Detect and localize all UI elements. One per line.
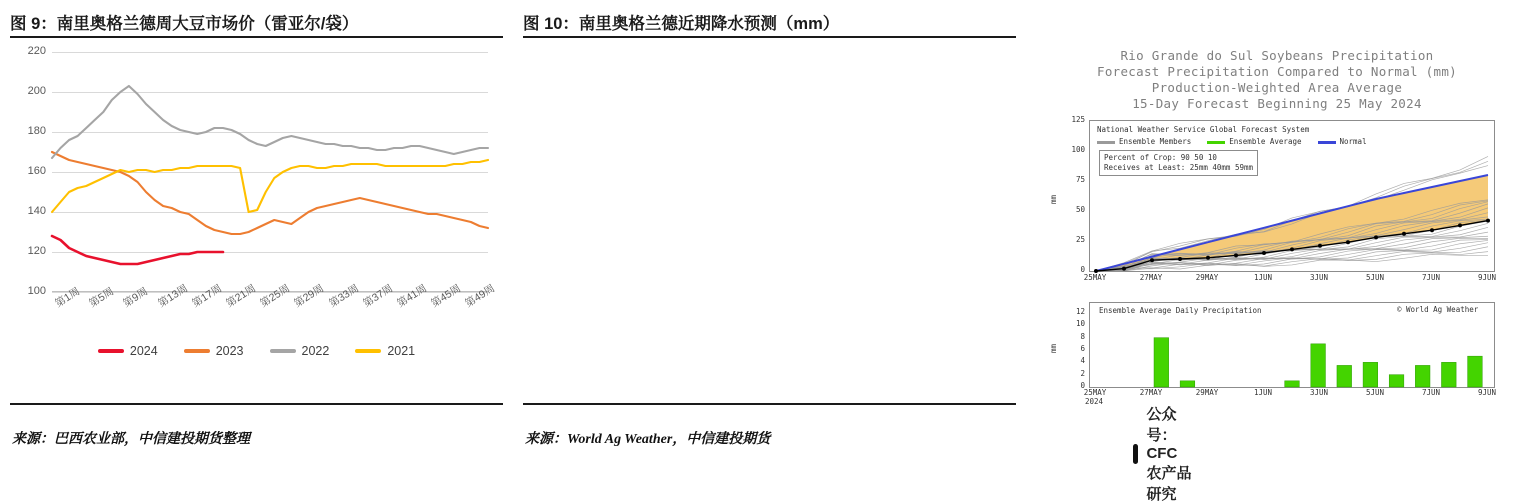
y-axis-tick-label: 160 (27, 165, 46, 177)
top-panel-y-tick: 100 (1071, 145, 1085, 154)
legend-color-swatch (270, 349, 296, 353)
x-axis-tick-label: 第1周 (53, 285, 83, 310)
ensemble-average-marker (1346, 240, 1350, 244)
top-panel-y-tick: 125 (1071, 115, 1085, 124)
x-axis-tick-label: 第41周 (395, 282, 430, 310)
watermark (1133, 403, 1192, 504)
daily-precip-bar (1389, 375, 1404, 387)
bottom-panel-y-axis-label: mm (1049, 343, 1059, 354)
x-axis-tick-label: 第25周 (258, 282, 293, 310)
x-axis-tick-label: 第17周 (189, 282, 224, 310)
left-chart-legend (8, 344, 505, 358)
watermark-logo-icon (1133, 444, 1138, 464)
model-note: National Weather Service Global Forecast System (1093, 123, 1313, 137)
weather-legend-item (1207, 137, 1301, 147)
left-bottom-rule (10, 403, 503, 405)
daily-precip-bar (1415, 365, 1430, 387)
chart-credit: © World Ag Weather (1397, 305, 1479, 314)
bottom-panel-x-tick: 7JUN (1421, 388, 1441, 397)
bottom-panel-x-tick: 9JUN (1477, 388, 1497, 397)
daily-precip-bar (1311, 344, 1326, 387)
right-source-note: 来源：World Ag Weather，中信建投期货 (525, 432, 771, 447)
ensemble-average-marker (1290, 247, 1294, 251)
bottom-panel-x-tick: 27MAY (1139, 388, 1163, 397)
daily-precip-bar (1154, 338, 1169, 387)
x-axis-tick-label: 第13周 (155, 282, 190, 310)
bottom-panel-y-tick: 2 (1080, 368, 1085, 378)
ensemble-average-marker (1430, 228, 1434, 232)
top-panel-x-tick: 3JUN (1309, 273, 1329, 282)
legend-label: 2024 (129, 344, 158, 358)
top-panel-y-tick: 50 (1075, 205, 1085, 214)
top-panel-y-tick: 75 (1075, 175, 1085, 184)
weather-legend-label: Ensemble Average (1229, 137, 1302, 146)
legend-item (270, 344, 330, 358)
bottom-panel-x-tick: 29MAY (1195, 388, 1219, 397)
x-axis-tick-label: 第9周 (121, 285, 151, 310)
legend-label: 2022 (301, 344, 330, 358)
ensemble-average-marker (1458, 223, 1462, 227)
ensemble-average-marker (1178, 257, 1182, 261)
weather-legend-swatch (1097, 141, 1115, 144)
x-axis-tick-label: 第37周 (360, 282, 395, 310)
top-panel-y-axis-label: mm (1049, 194, 1059, 205)
left-chart (8, 44, 505, 396)
left-plot-area (27, 45, 498, 310)
right-title-bar (523, 8, 1016, 36)
y-axis-tick-label: 120 (27, 245, 46, 257)
left-title-bar (10, 8, 503, 36)
bottom-panel-y-tick: 12 (1075, 307, 1085, 316)
weather-chart-title: Rio Grande do Sul Soybeans Precipitation (1120, 48, 1434, 63)
top-panel-x-tick: 5JUN (1365, 273, 1385, 282)
ensemble-average-marker (1374, 235, 1378, 239)
y-axis-tick-label: 180 (27, 125, 46, 137)
top-panel-x-tick: 9JUN (1477, 273, 1497, 282)
left-figure-title: 图 9：南里奥格兰德周大豆市场价（雷亚尔/袋） (10, 15, 359, 33)
right-chart (1037, 44, 1517, 406)
right-top-rule (523, 36, 1016, 38)
weather-legend-swatch (1207, 141, 1225, 144)
x-axis-tick-label: 第33周 (326, 282, 361, 310)
watermark-text: 公众号：CFC农产品研究 (1146, 406, 1192, 503)
bottom-panel-y-tick: 0 (1080, 381, 1085, 390)
right-bottom-rule (523, 403, 1016, 405)
left-figure-panel (0, 0, 513, 451)
series-line (52, 160, 488, 212)
x-axis-tick-label: 第29周 (292, 282, 327, 310)
crop-table-row-amount: Receives at Least: 25mm 40mm 59mm (1104, 163, 1254, 172)
legend-label: 2023 (215, 344, 244, 358)
bottom-panel-x-tick: 5JUN (1365, 388, 1385, 397)
top-panel-x-tick: 25MAY (1083, 273, 1107, 282)
legend-item (355, 344, 415, 358)
daily-precip-bar (1285, 381, 1300, 387)
bottom-panel-y-tick: 8 (1080, 331, 1085, 341)
y-axis-tick-label: 100 (27, 285, 46, 297)
x-axis-tick-label: 第45周 (429, 282, 464, 310)
x-axis-tick-label: 第5周 (87, 285, 117, 310)
y-axis-tick-label: 220 (27, 45, 46, 57)
ensemble-average-marker (1486, 219, 1490, 223)
top-panel-y-tick: 25 (1075, 235, 1085, 244)
ensemble-average-marker (1318, 244, 1322, 248)
crop-threshold-table (1099, 150, 1258, 176)
weather-legend-label: Normal (1339, 137, 1367, 146)
bottom-panel-y-tick: 10 (1075, 319, 1085, 329)
bottom-panel-x-tick: 1JUN (1253, 388, 1273, 397)
weather-legend-label: Ensemble Members (1119, 137, 1192, 146)
bottom-panel-y-tick: 4 (1080, 356, 1085, 366)
x-axis-tick-label: 第21周 (224, 282, 259, 310)
weather-chart-subtitle-2: Production-Weighted Area Average (1151, 80, 1403, 95)
bottom-panel-x-tick: 25MAY (1083, 388, 1107, 397)
daily-precip-bar (1337, 365, 1352, 387)
daily-precip-bar (1468, 356, 1483, 387)
y-axis-tick-label: 140 (27, 205, 46, 217)
weather-legend-swatch (1318, 141, 1336, 144)
bottom-panel-year-label: 2024 (1085, 397, 1104, 406)
crop-table-row-percent: Percent of Crop: 90 50 10 (1104, 153, 1217, 162)
top-panel-y-tick: 0 (1080, 265, 1085, 274)
daily-precip-bar (1441, 362, 1456, 387)
weather-chart-subtitle-1: Forecast Precipitation Compared to Normal (mm) (1097, 64, 1457, 79)
bottom-panel-y-tick: 6 (1080, 344, 1085, 353)
y-axis-tick-label: 200 (27, 85, 46, 97)
top-panel-x-tick: 29MAY (1195, 273, 1219, 282)
legend-color-swatch (355, 349, 381, 353)
ensemble-average-marker (1262, 251, 1266, 255)
weather-legend-item (1097, 137, 1191, 147)
ensemble-average-marker (1150, 258, 1154, 262)
legend-label: 2021 (387, 344, 416, 358)
left-chart-series-layer (52, 52, 488, 292)
daily-precip-bar (1180, 381, 1195, 387)
right-figure-title: 图 10：南里奥格兰德近期降水预测（mm） (523, 15, 840, 33)
top-panel-x-tick: 1JUN (1253, 273, 1273, 282)
legend-item (184, 344, 244, 358)
x-axis-tick-label: 第49周 (463, 282, 498, 310)
ensemble-average-marker (1234, 253, 1238, 257)
daily-precip-bar (1363, 362, 1378, 387)
legend-color-swatch (98, 349, 124, 353)
legend-color-swatch (184, 349, 210, 353)
ensemble-average-marker (1402, 232, 1406, 236)
series-line (52, 152, 488, 234)
weather-legend-item (1318, 137, 1367, 147)
series-line (52, 86, 488, 158)
ensemble-average-marker (1122, 267, 1126, 271)
left-source-note: 来源：巴西农业部，中信建投期货整理 (12, 430, 250, 446)
top-panel-x-tick: 7JUN (1421, 273, 1441, 282)
top-panel-x-tick: 27MAY (1139, 273, 1163, 282)
ensemble-average-marker (1206, 256, 1210, 260)
left-top-rule (10, 36, 503, 38)
legend-item (98, 344, 158, 358)
bottom-panel-x-tick: 3JUN (1309, 388, 1329, 397)
right-figure-panel (513, 0, 1497, 503)
series-line (52, 236, 223, 264)
weather-chart-subtitle-3: 15-Day Forecast Beginning 25 May 2024 (1132, 96, 1422, 111)
bottom-panel-title: Ensemble Average Daily Precipitation (1095, 304, 1266, 318)
